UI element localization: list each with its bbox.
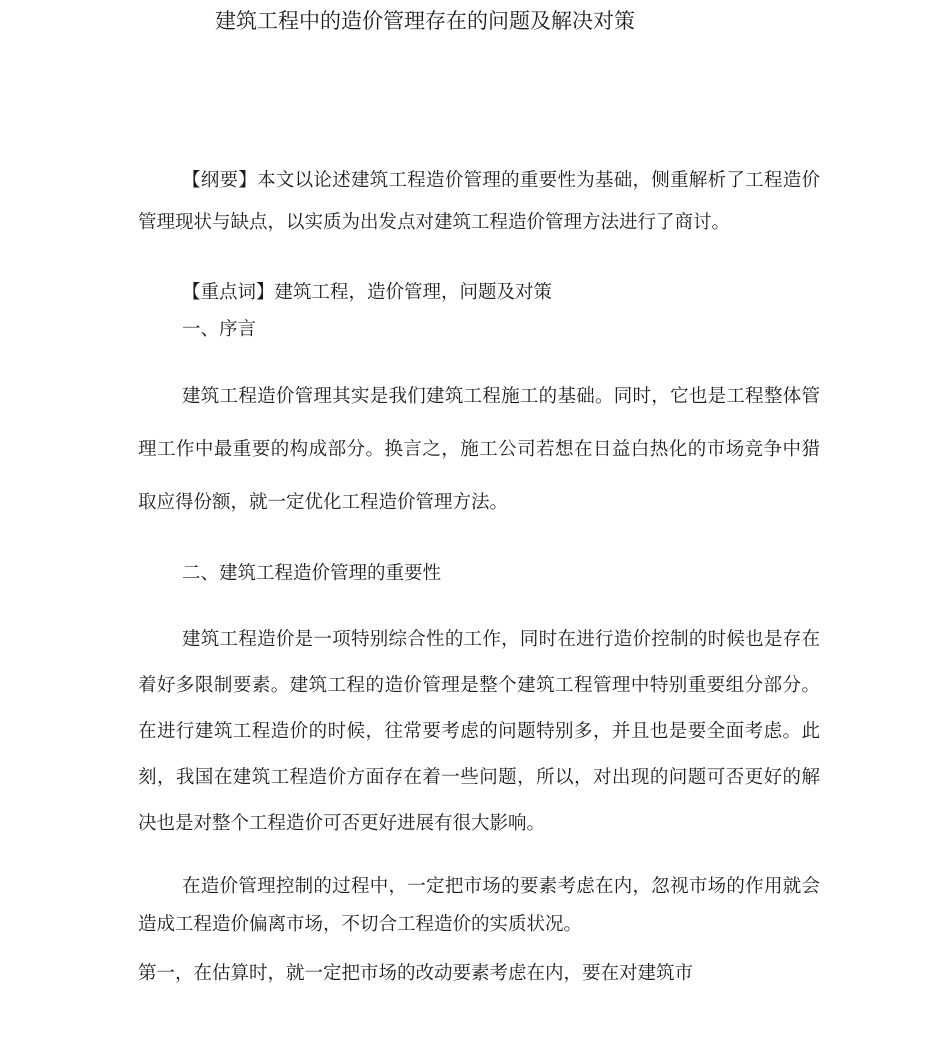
document-title: 建筑工程中的造价管理存在的问题及解决对策: [215, 9, 635, 33]
keywords-line: 【重点词】建筑工程，造价管理，问题及对策: [182, 282, 553, 303]
section-2-paragraph-2: 在造价管理控制的过程中，一定把市场的要素考虑在内，忽视市场的作用就会造成工程造价偏离市场，不切合工程造价的实质状况。: [138, 876, 820, 935]
abstract-paragraph: 【纲要】本文以论述建筑工程造价管理的重要性为基础，侧重解析了工程造价管理现状与缺点，以实质为出发点对建筑工程造价管理方法进行了商讨。: [138, 170, 820, 233]
section-2-heading: 二、建筑工程造价管理的重要性: [182, 563, 442, 584]
section-2-paragraph-3: 第一，在估算时，就一定把市场的改动要素考虑在内，要在对建筑市: [138, 963, 694, 984]
section-1-heading: 一、序言: [182, 319, 257, 340]
section-2-paragraph-1: 建筑工程造价是一项特别综合性的工作，同时在进行造价控制的时候也是存在着好多限制要素。建筑工程的造价管理是整个建筑工程管理中特别重要组分部分。在进行建筑工程造价的时候，往常要考虑的问题特别多，并且也是要全面考虑。此刻，我国在建筑工程造价方面存在着一些问题，所以，对出现的问题可否更好的解决也是对整个工程造价可否更好进展有很大影响。: [138, 629, 820, 834]
section-1-paragraph: 建筑工程造价管理其实是我们建筑工程施工的基础。同时，它也是工程整体管理工作中最重要的构成部分。换言之，施工公司若想在日益白热化的市场竞争中猎取应得份额，就一定优化工程造价管理方法。: [138, 386, 820, 513]
